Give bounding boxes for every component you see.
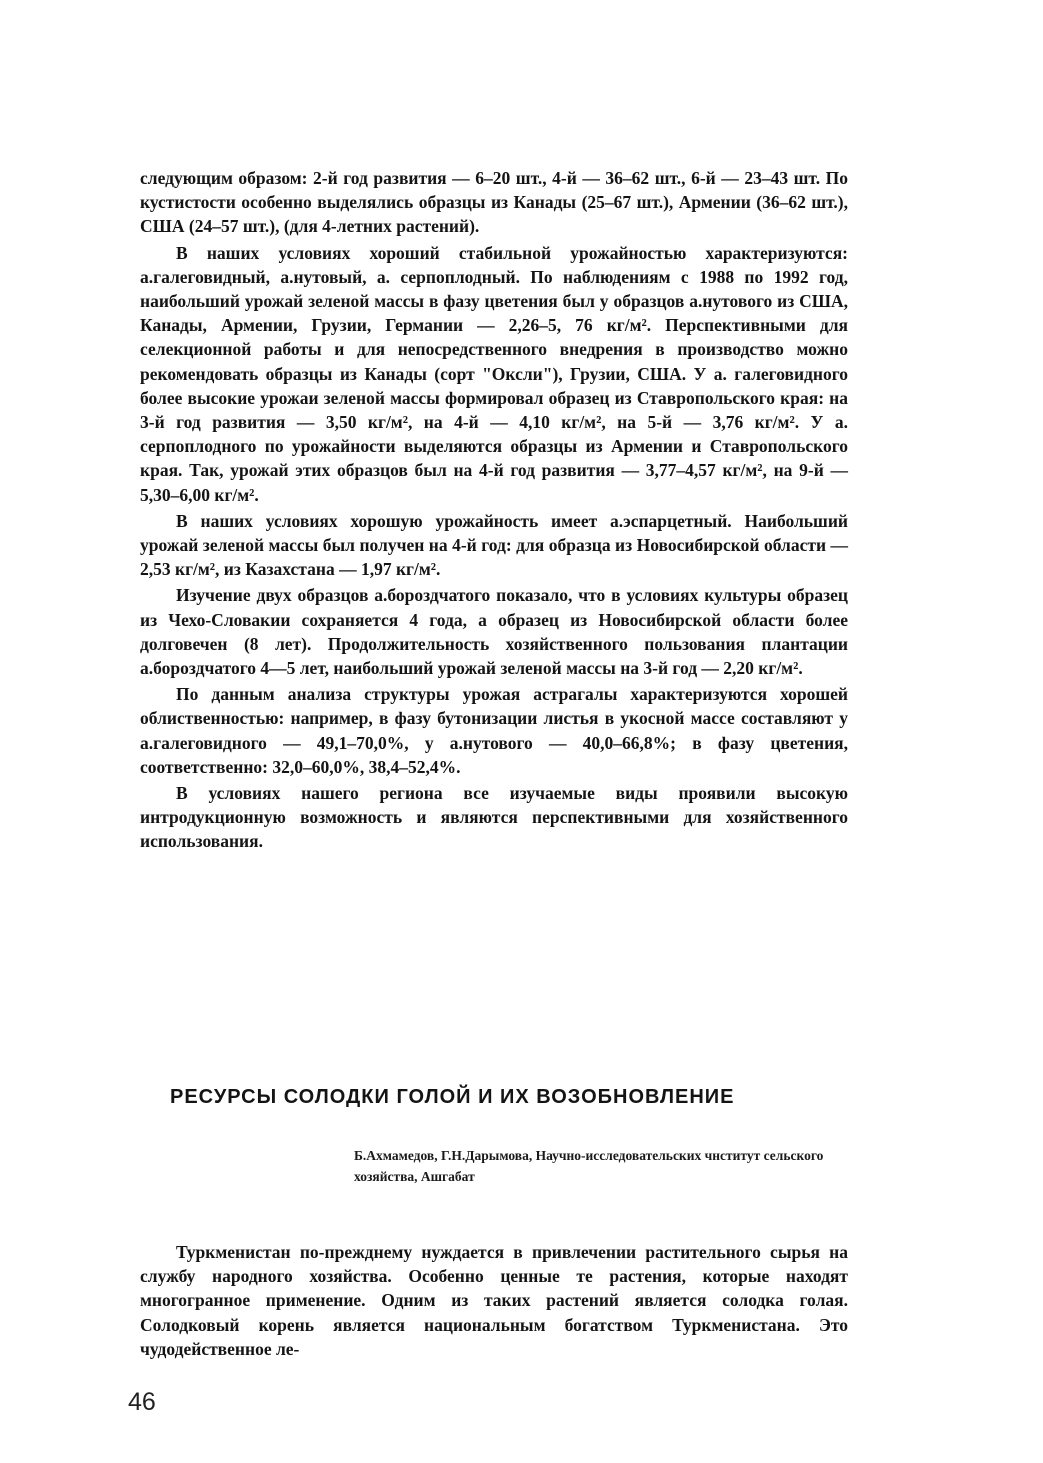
section-paragraph-1: Туркменистан по-прежднему нуждается в привлечении растительного сырья на службу народного хозяйства. Особенно ценные те растения, которые находят многогранное применение. Одним из таких растений является солодка голая. Солодковый корень является национальным богатством Туркменистана. Это чудодейственное ле- [140, 1242, 848, 1359]
section-text-block [140, 1240, 848, 1361]
author-affiliation: Б.Ахмамедов, Г.Н.Дарымова, Научно-исследовательских чнститут сельского хозяйства, Ашгабат [354, 1148, 824, 1184]
paragraph-5: По данным анализа структуры урожая астрагалы характеризуются хорошей облиственностью: например, в фазу бутонизации листья в укосной массе составляют у а.галеговидного — 49,1–70,0%, у а.нутового — 40,0–66,8%; в фазу цветения, соответственно: 32,0–60,0%, 38,4–52,4%. [140, 684, 848, 777]
paragraph-4: Изучение двух образцов а.бороздчатого показало, что в условиях культуры образец из Чехо-Словакии сохраняется 4 года, а образец из Новосибирской области более долговечен (8 лет). Продолжительность хозяйственного пользования плантации а.бороздчатого 4—5 лет, наибольший урожай зеленой массы на 3-й год — 2,20 кг/м². [140, 585, 848, 679]
section-title: РЕСУРСЫ СОЛОДКИ ГОЛОЙ И ИХ ВОЗОБНОВЛЕНИЕ [170, 1086, 735, 1108]
paragraph-1: следующим образом: 2-й год развития — 6–20 шт., 4-й — 36–62 шт., 6-й — 23–43 шт. По кустистости особенно выделялись образцы из Канады (25–67 шт.), Армении (36–62 шт.), США (24–57 шт.), (для 4-летних растений). [140, 168, 848, 237]
top-text-block [140, 166, 848, 854]
page-number: 46 [128, 1388, 156, 1416]
paragraph-2: В наших условиях хороший стабильной урожайностью характеризуются: а.галеговидный, а.нутовый, а. серпоплодный. По наблюдениям с 1988 по 1992 год, наибольший урожай зеленой массы в фазу цветения был у образцов а.нутового из США, Канады, Армении, Грузии, Германии — 2,26–5, 76 кг/м². Перспективными для селекционной работы и для непосредственного внедрения в производство можно рекомендовать образцы из Канады (сорт "Оксли"), Грузии, США. У а. галеговидного более высокие урожаи зеленой массы формировал образец из Ставропольского края: на 3-й год развития — 3,50 кг/м², на 4-й — 4,10 кг/м², на 5-й — 3,76 кг/м². У а. серпоплодного по урожайности выделяются образцы из Армении и Ставропольского края. Так, урожай этих образцов был на 4-й год развития — 3,77–4,57 кг/м², на 9-й — 5,30–6,00 кг/м². [140, 242, 848, 505]
paragraph-3: В наших условиях хорошую урожайность имеет а.эспарцетный. Наибольший урожай зеленой массы был получен на 4-й год: для образца из Новосибирской области — 2,53 кг/м², из Казахстана — 1,97 кг/м². [140, 510, 848, 580]
paragraph-6: В условиях нашего региона все изучаемые виды проявили высокую интродукционную возможность и являются перспективными для хозяйственного использования. [140, 783, 848, 852]
